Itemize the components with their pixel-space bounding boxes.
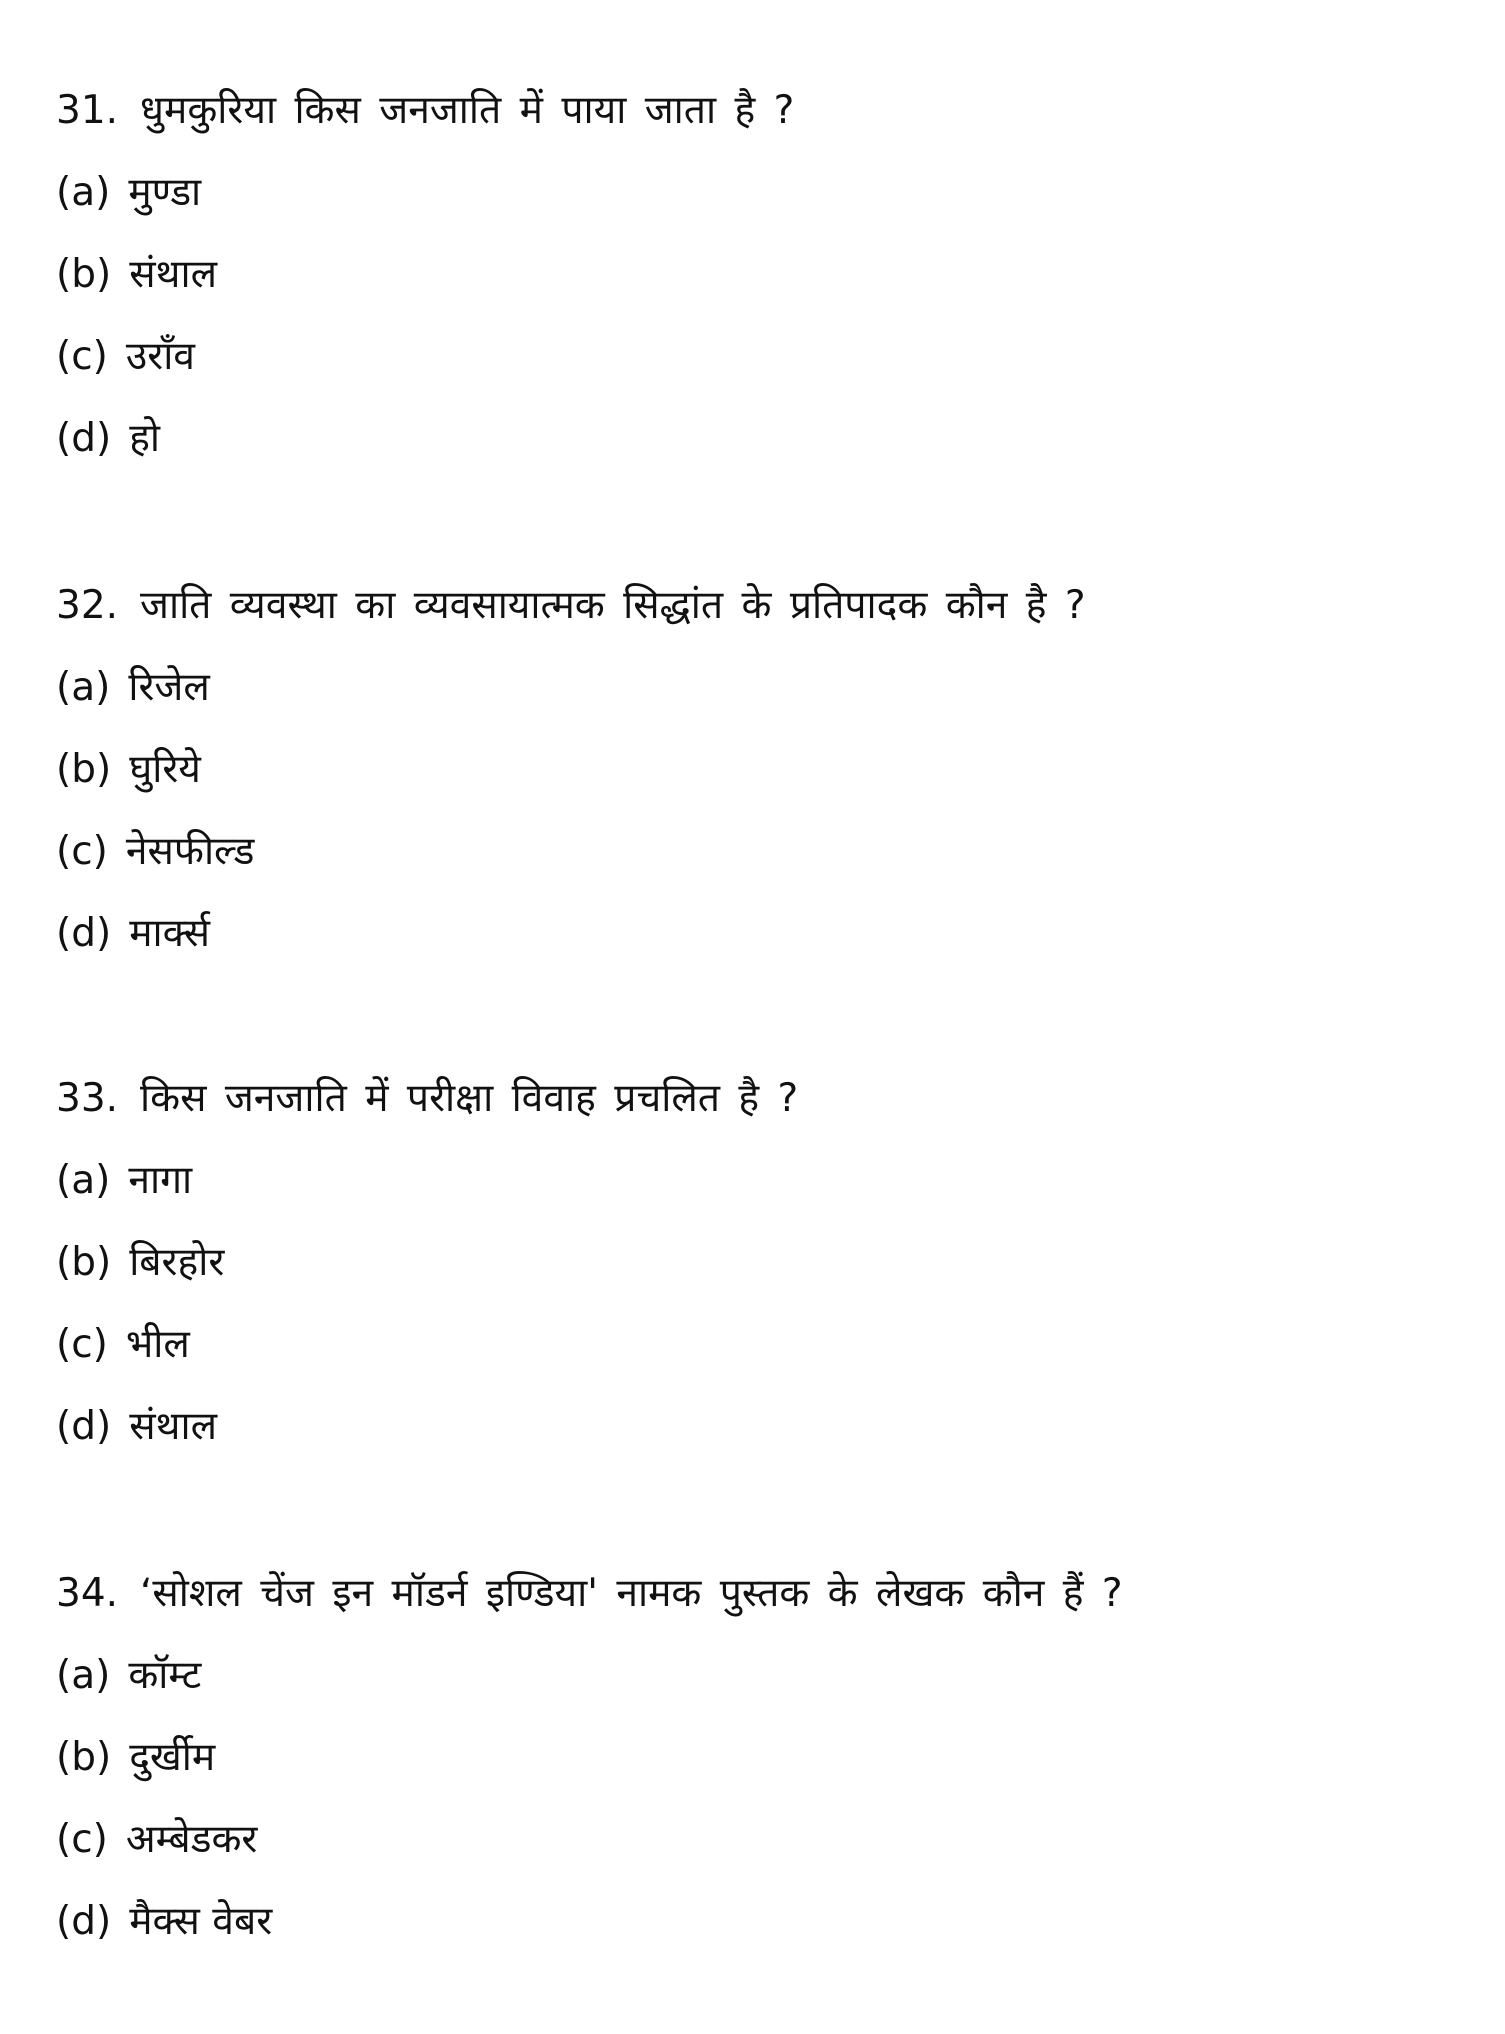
option-label: (a) (56, 1653, 111, 1698)
option-b (56, 1717, 1456, 1799)
option-label: (b) (56, 747, 112, 792)
option-c (56, 811, 1456, 893)
option-text: दुर्खीम (129, 1735, 216, 1780)
question-number: 31. (56, 88, 119, 133)
option-d (56, 398, 1456, 480)
option-label: (d) (56, 1899, 112, 1944)
option-text: कॉम्ट (128, 1653, 202, 1698)
option-label: (d) (56, 416, 112, 461)
option-text: अम्बेडकर (125, 1817, 258, 1862)
option-a (56, 647, 1456, 729)
option-text: नेसफील्ड (125, 829, 255, 874)
option-text: मैक्स वेबर (129, 1899, 273, 1944)
question-number: 34. (56, 1571, 119, 1616)
question-text: धुमकुरिया किस जनजाति में पाया जाता है ? (140, 88, 795, 133)
option-label: (c) (56, 829, 108, 874)
option-label: (a) (56, 170, 111, 215)
option-text: भील (125, 1322, 190, 1367)
option-label: (d) (56, 911, 112, 956)
option-text: मार्क्स (129, 911, 210, 956)
question-line (56, 565, 1456, 647)
option-a (56, 1140, 1456, 1222)
option-text: मुण्डा (128, 170, 202, 215)
option-c (56, 316, 1456, 398)
option-label: (c) (56, 1322, 108, 1367)
option-a (56, 152, 1456, 234)
option-label: (d) (56, 1404, 112, 1449)
option-label: (c) (56, 1817, 108, 1862)
question-text: ‘सोशल चेंज इन मॉडर्न इण्डिया' नामक पुस्तक के लेखक कौन हैं ? (140, 1571, 1123, 1616)
option-d (56, 1881, 1456, 1963)
option-a (56, 1635, 1456, 1717)
question-text: जाति व्यवस्था का व्यवसायात्मक सिद्धांत के प्रतिपादक कौन है ? (140, 583, 1086, 628)
option-c (56, 1304, 1456, 1386)
option-text: उराँव (125, 334, 195, 379)
option-b (56, 729, 1456, 811)
option-label: (a) (56, 1158, 111, 1203)
option-d (56, 1386, 1456, 1468)
question-32 (56, 565, 1456, 975)
question-line (56, 1553, 1456, 1635)
option-text: संथाल (129, 252, 218, 297)
question-number: 32. (56, 583, 119, 628)
option-label: (b) (56, 252, 112, 297)
option-b (56, 1222, 1456, 1304)
option-text: घुरिये (129, 747, 201, 792)
option-label: (b) (56, 1735, 112, 1780)
option-text: बिरहोर (129, 1240, 225, 1285)
option-b (56, 234, 1456, 316)
question-text: किस जनजाति में परीक्षा विवाह प्रचलित है ? (140, 1076, 799, 1121)
question-33 (56, 1058, 1456, 1468)
question-31 (56, 70, 1456, 480)
option-text: रिजेल (128, 665, 210, 710)
option-d (56, 893, 1456, 975)
option-text: संथाल (129, 1404, 218, 1449)
question-34 (56, 1553, 1456, 1963)
option-c (56, 1799, 1456, 1881)
question-number: 33. (56, 1076, 119, 1121)
option-text: हो (129, 416, 160, 461)
option-label: (c) (56, 334, 108, 379)
option-text: नागा (128, 1158, 193, 1203)
question-line (56, 1058, 1456, 1140)
option-label: (b) (56, 1240, 112, 1285)
option-label: (a) (56, 665, 111, 710)
question-line (56, 70, 1456, 152)
